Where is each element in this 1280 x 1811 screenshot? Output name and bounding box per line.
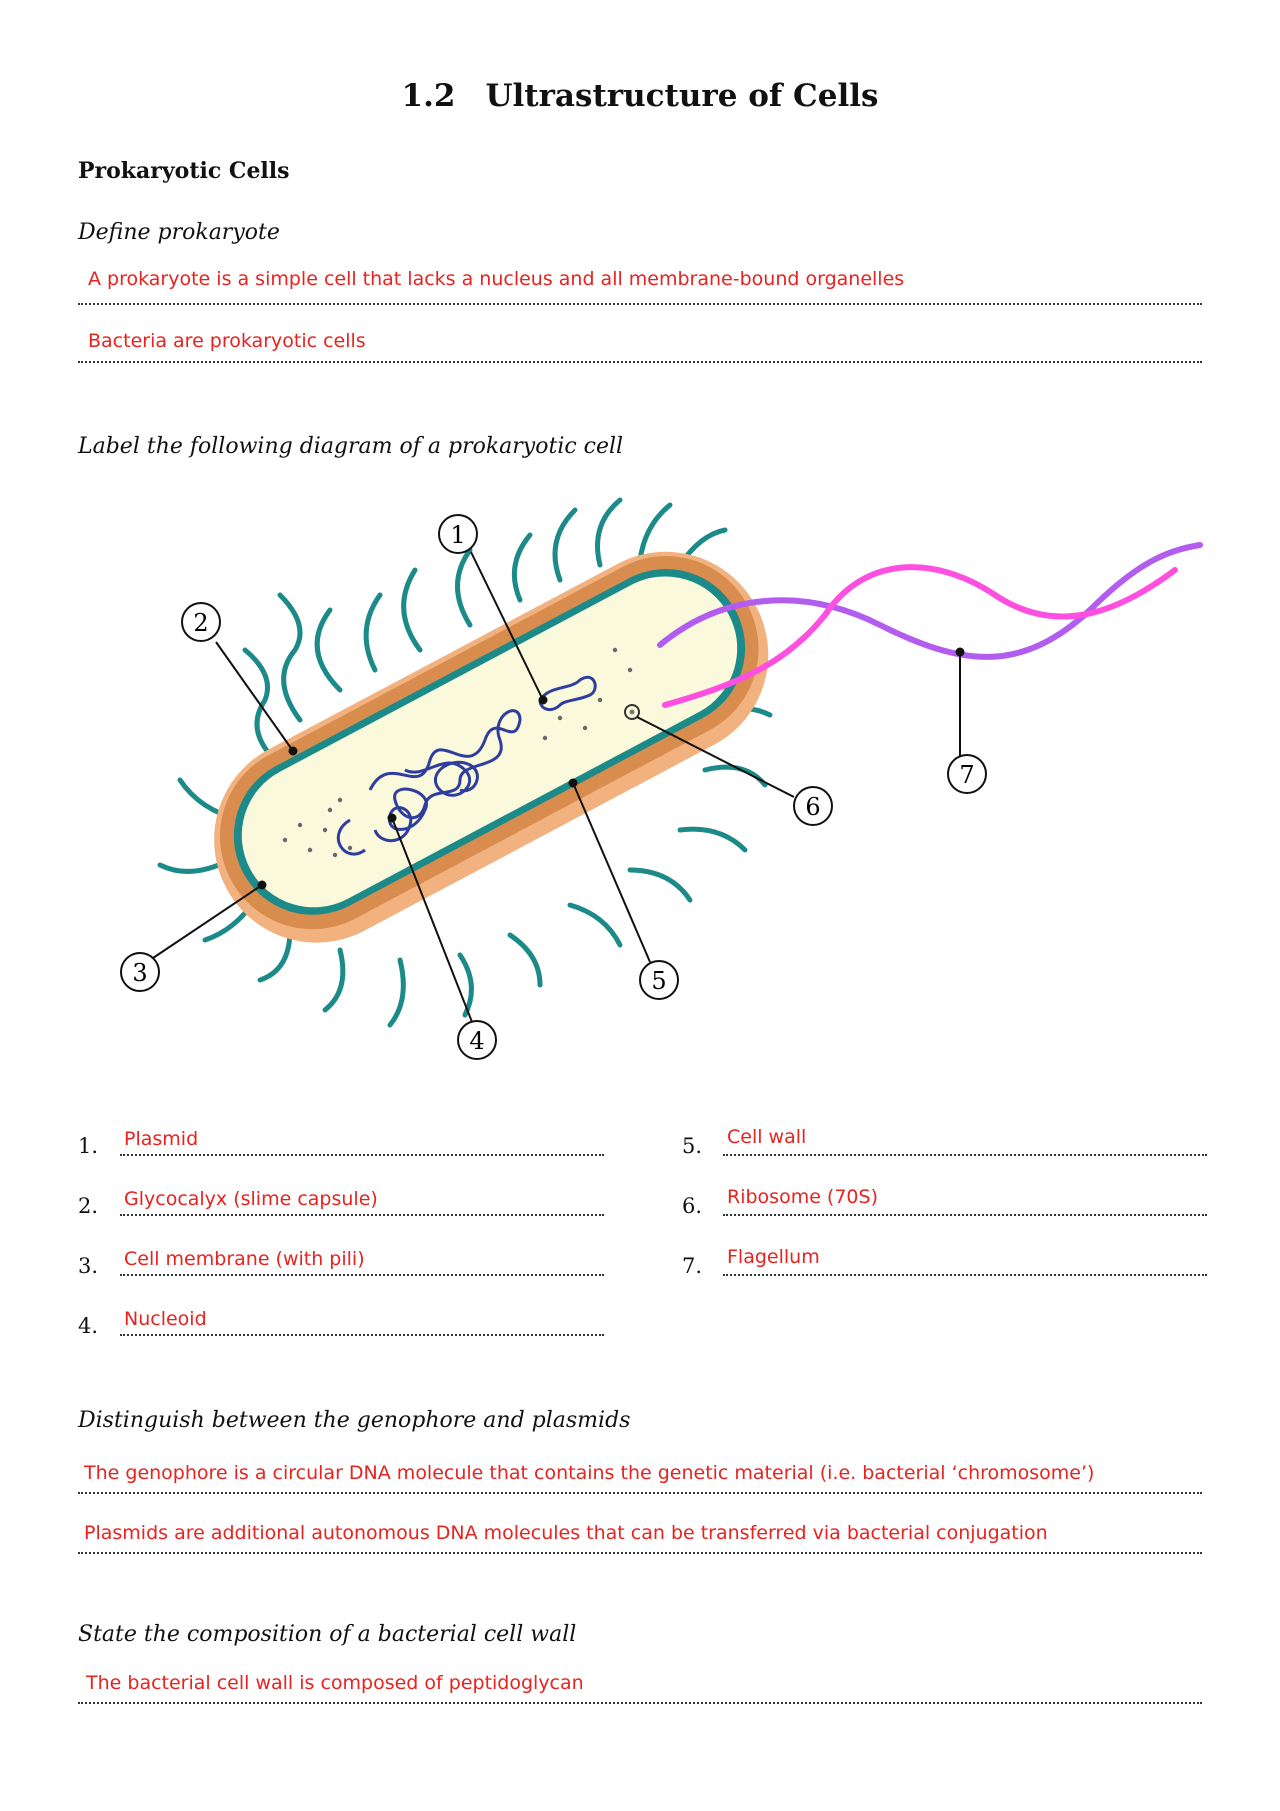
label-number-2: 2.	[78, 1194, 99, 1218]
answer-line	[120, 1154, 604, 1156]
answer-line	[723, 1274, 1207, 1276]
marker-2-text: 2	[193, 609, 209, 637]
label-number-5: 5.	[682, 1134, 703, 1158]
label-answer-6: Ribosome (70S)	[727, 1186, 878, 1208]
distinguish-answer-1: The genophore is a circular DNA molecule that contains the genetic material (i.e. bacterial ‘chromosome’)	[84, 1462, 1095, 1484]
answer-line	[120, 1214, 604, 1216]
label-number-7: 7.	[682, 1254, 703, 1278]
distinguish-answer-2: Plasmids are additional autonomous DNA molecules that can be transferred via bacterial conjugation	[84, 1522, 1048, 1544]
cell-wall-answer: The bacterial cell wall is composed of peptidoglycan	[86, 1672, 584, 1694]
label-number-6: 6.	[682, 1194, 703, 1218]
answer-line	[78, 1492, 1202, 1494]
marker-2	[182, 603, 220, 641]
marker-5	[640, 961, 678, 999]
cell-wall-prompt: State the composition of a bacterial cell wall	[78, 1622, 577, 1647]
title-number: 1.2	[401, 78, 456, 114]
label-number-3: 3.	[78, 1254, 99, 1278]
label-number-1: 1.	[78, 1134, 99, 1158]
marker-5-text: 5	[651, 967, 667, 995]
marker-6	[794, 787, 832, 825]
answer-line	[120, 1334, 604, 1336]
label-answer-5: Cell wall	[727, 1126, 807, 1148]
define-prompt: Define prokaryote	[78, 220, 280, 245]
label-answer-1: Plasmid	[124, 1128, 199, 1150]
label-answer-7: Flagellum	[727, 1246, 820, 1268]
marker-7	[948, 755, 986, 793]
answer-line	[120, 1274, 604, 1276]
section-heading: Prokaryotic Cells	[78, 158, 290, 184]
label-answer-3: Cell membrane (with pili)	[124, 1248, 365, 1270]
label-answer-4: Nucleoid	[124, 1308, 207, 1330]
marker-1	[439, 515, 477, 553]
answer-line	[78, 1702, 1202, 1704]
label-number-4: 4.	[78, 1314, 99, 1338]
define-answer-2: Bacteria are prokaryotic cells	[88, 330, 366, 352]
label-answer-2: Glycocalyx (slime capsule)	[124, 1188, 378, 1210]
marker-4	[458, 1021, 496, 1059]
marker-4-text: 4	[469, 1027, 485, 1055]
marker-3-text: 3	[132, 959, 148, 987]
marker-7-text: 7	[959, 761, 975, 789]
marker-1-text: 1	[450, 521, 466, 549]
answer-line	[723, 1214, 1207, 1216]
title-text: Ultrastructure of Cells	[485, 78, 879, 114]
marker-6-text: 6	[805, 793, 821, 821]
marker-3	[121, 953, 159, 991]
diagram-prompt: Label the following diagram of a prokaryotic cell	[78, 434, 624, 459]
answer-line	[723, 1154, 1207, 1156]
define-answer-1: A prokaryote is a simple cell that lacks a nucleus and all membrane-bound organelles	[88, 268, 905, 290]
answer-line	[78, 1552, 1202, 1554]
distinguish-prompt: Distinguish between the genophore and plasmids	[78, 1408, 631, 1433]
